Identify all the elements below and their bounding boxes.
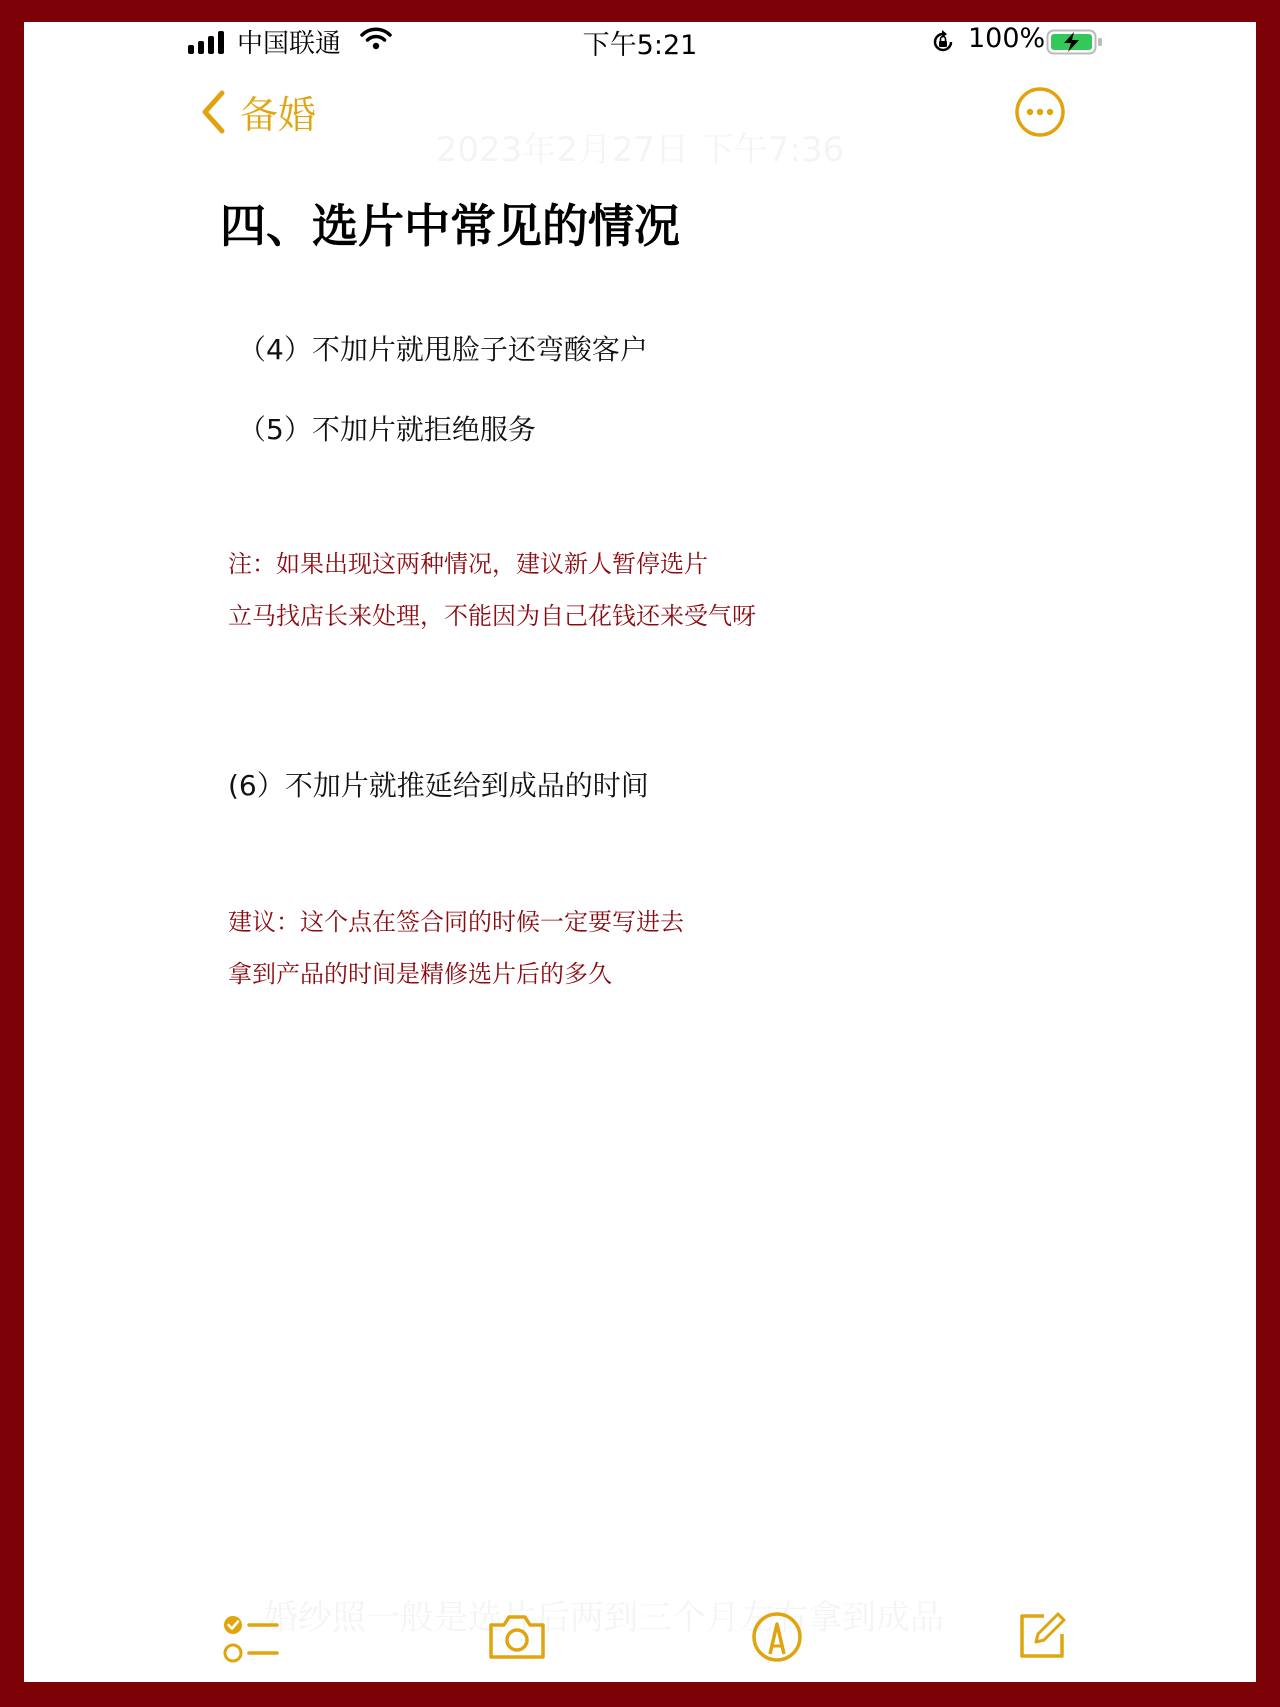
list-item: (6）不加片就推延给到成品的时间	[228, 769, 649, 802]
carrier-name: 中国联通	[237, 29, 342, 59]
back-label: 备婚	[240, 93, 317, 137]
checklist-icon[interactable]	[222, 1612, 282, 1668]
status-time: 下午5:21	[582, 30, 698, 61]
notes-screen	[24, 22, 1256, 1682]
red-note-line: 拿到产品的时间是精修选片后的多久	[228, 960, 612, 988]
rotation-lock-icon	[930, 29, 956, 55]
compose-icon[interactable]	[1016, 1610, 1068, 1662]
list-item: （4）不加片就甩脸子还弯酸客户	[238, 333, 648, 366]
status-bar	[24, 22, 1256, 62]
faded-background-text	[264, 1590, 944, 1639]
red-note-line: 立马找店长来处理，不能因为自己花钱还来受气呀	[228, 602, 756, 630]
markup-pen-icon[interactable]	[750, 1610, 804, 1664]
note-date-faded	[24, 122, 1256, 171]
battery-percentage: 100%	[968, 23, 1046, 54]
red-note-line: 建议：这个点在签合同的时候一定要写进去	[228, 908, 684, 936]
camera-icon[interactable]	[486, 1612, 548, 1662]
note-title: 四、选片中常见的情况	[220, 199, 680, 253]
red-note-line: 注：如果出现这两种情况，建议新人暂停选片	[228, 550, 708, 578]
list-item: （5）不加片就拒绝服务	[238, 413, 536, 446]
battery-charging-icon	[1046, 28, 1104, 56]
